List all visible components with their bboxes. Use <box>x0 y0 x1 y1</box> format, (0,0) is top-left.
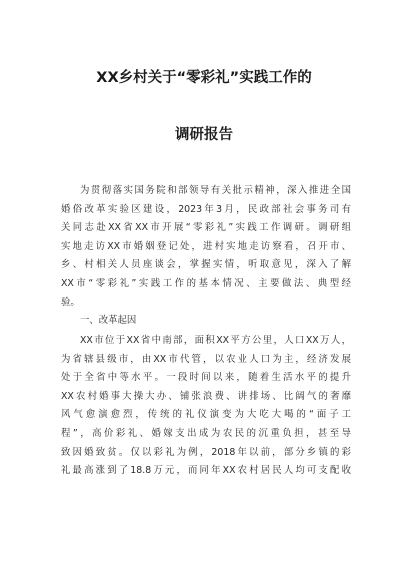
section-heading: 一、改革起因 <box>80 315 137 327</box>
paragraph-line: XX市“零彩礼”实践工作的基本情况、主要做法、典型经 <box>61 277 351 289</box>
paragraph-line: 致因婚致贫。仅以彩礼为例，2018年以前，部分乡镇的彩 <box>61 446 351 458</box>
paragraph-line: 程”，高价彩礼、婚嫁支出成为农民的沉重负担，甚至导 <box>61 427 351 439</box>
paragraph-line: 婚俗改革实验区建设，2023年3月，民政部社会事务司有 <box>61 203 351 215</box>
paragraph-line: 风气愈演愈烈，传统的礼仪演变为大吃大喝的“面子工 <box>61 409 351 421</box>
paragraph-introduction <box>61 182 351 331</box>
paragraph-line: 为省辖县级市，由XX市代管，以农业人口为主，经济发展 <box>61 353 351 365</box>
paragraph-line: 验。 <box>61 296 80 308</box>
paragraph-line: 乡、村相关人员座谈会，掌握实情，听取意见，深入了解 <box>61 259 351 271</box>
paragraph-line: 为贯彻落实国务院和部领导有关批示精神，深入推进全国 <box>80 185 351 196</box>
paragraph-line: 关同志赴XX省XX市开展“零彩礼”实践工作调研。调研组 <box>61 222 351 234</box>
paragraph-line: 实地走访XX市婚姻登记处，进村实地走访察看，召开市、 <box>61 240 351 252</box>
paragraph-line: 处于全省中等水平。一段时间以来，随着生活水平的提升 <box>61 372 351 384</box>
paragraph-line: XX市位于XX省中南部，面积XX平方公里，人口XX万人， <box>80 335 351 346</box>
document-title-line-2: 调研报告 <box>175 127 233 143</box>
paragraph-line: XX农村婚事大操大办、铺张浪费、讲排场、比阔气的奢靡 <box>61 390 351 402</box>
paragraph-reform-cause <box>61 332 351 481</box>
document-title-line-1: XX乡村关于“零彩礼”实践工作的 <box>96 70 312 86</box>
paragraph-line: 礼最高涨到了18.8万元，而同年XX农村居民人均可支配收 <box>61 465 351 477</box>
